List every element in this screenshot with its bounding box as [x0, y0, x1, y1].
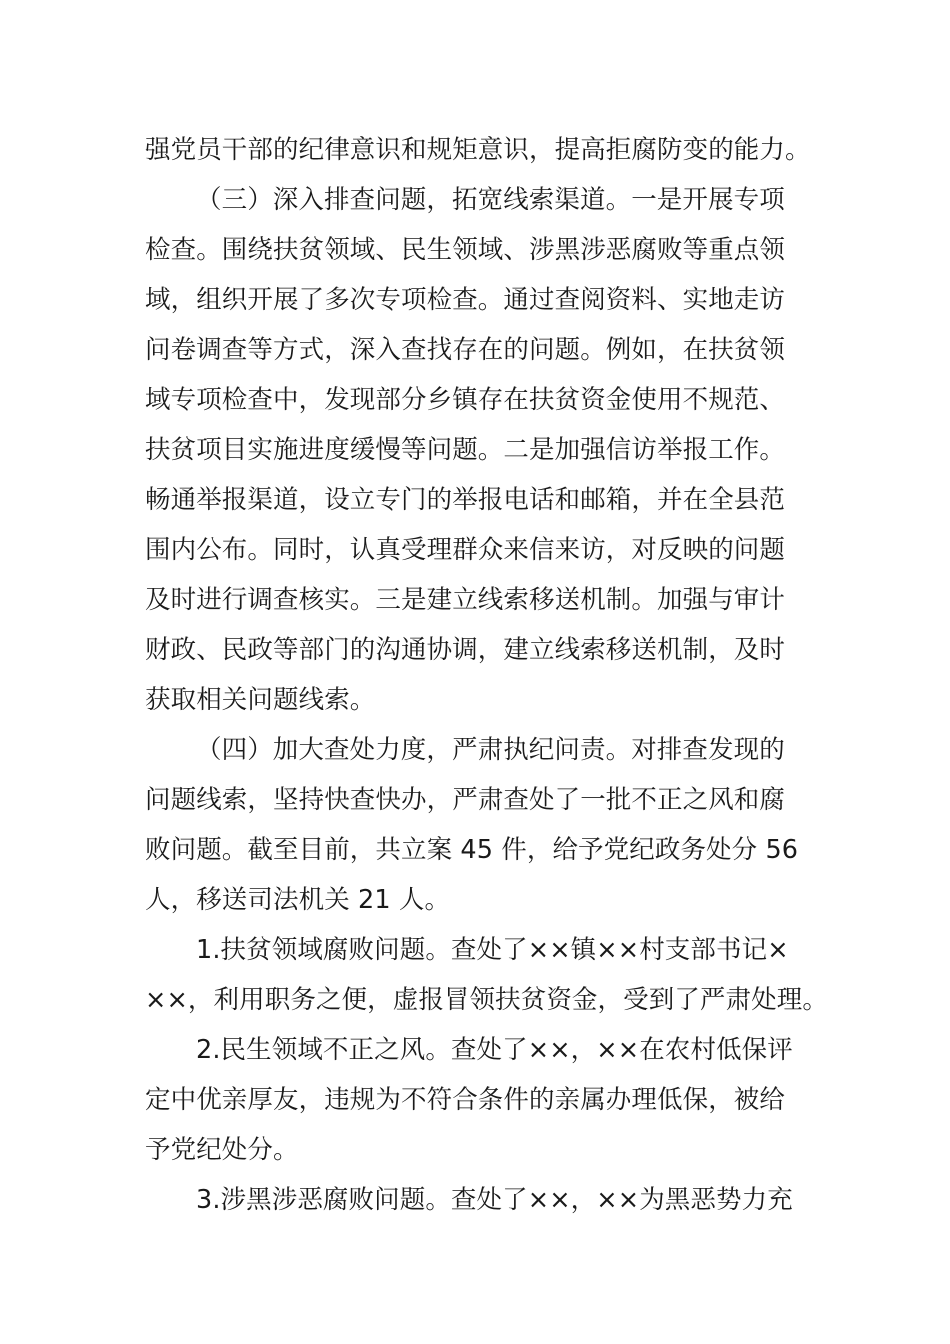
- paragraph-heading: （三）深入排查问题，拓宽线索渠道。一是开展专项: [196, 185, 785, 215]
- text-line: 扶贫项目实施进度缓慢等问题。二是加强信访举报工作。: [145, 435, 786, 465]
- text-line: 败问题。截至目前，共立案 45 件，给予党纪政务处分 56: [145, 835, 799, 865]
- text-line: 问卷调查等方式，深入查找存在的问题。例如，在扶贫领: [145, 335, 786, 365]
- text-line: 强党员干部的纪律意识和规矩意识，提高拒腐防变的能力。: [145, 135, 811, 165]
- list-item: 2.民生领域不正之风。查处了××，××在农村低保评: [196, 1035, 793, 1065]
- text-line: 问题线索，坚持快查快办，严肃查处了一批不正之风和腐: [145, 785, 786, 815]
- text-line: 予党纪处分。: [145, 1135, 299, 1165]
- text-line: 域，组织开展了多次专项检查。通过查阅资料、实地走访: [145, 285, 786, 315]
- text-line: 检查。围绕扶贫领域、民生领域、涉黑涉恶腐败等重点领: [145, 235, 786, 265]
- list-item: 1.扶贫领域腐败问题。查处了××镇××村支部书记×: [196, 935, 789, 965]
- text-line: 及时进行调查核实。三是建立线索移送机制。加强与审计: [145, 585, 786, 615]
- text-line: ××，利用职务之便，虚报冒领扶贫资金，受到了严肃处理。: [145, 985, 828, 1015]
- list-item: 3.涉黑涉恶腐败问题。查处了××，××为黑恶势力充: [196, 1185, 793, 1215]
- paragraph-heading: （四）加大查处力度，严肃执纪问责。对排查发现的: [196, 735, 785, 765]
- text-line: 财政、民政等部门的沟通协调，建立线索移送机制，及时: [145, 635, 786, 665]
- text-line: 域专项检查中，发现部分乡镇存在扶贫资金使用不规范、: [145, 385, 786, 415]
- text-line: 围内公布。同时，认真受理群众来信来访，对反映的问题: [145, 535, 786, 565]
- text-line: 人，移送司法机关 21 人。: [145, 885, 451, 915]
- text-line: 获取相关问题线索。: [145, 685, 376, 715]
- text-line: 畅通举报渠道，设立专门的举报电话和邮箱，并在全县范: [145, 485, 786, 515]
- text-line: 定中优亲厚友，违规为不符合条件的亲属办理低保，被给: [145, 1085, 786, 1115]
